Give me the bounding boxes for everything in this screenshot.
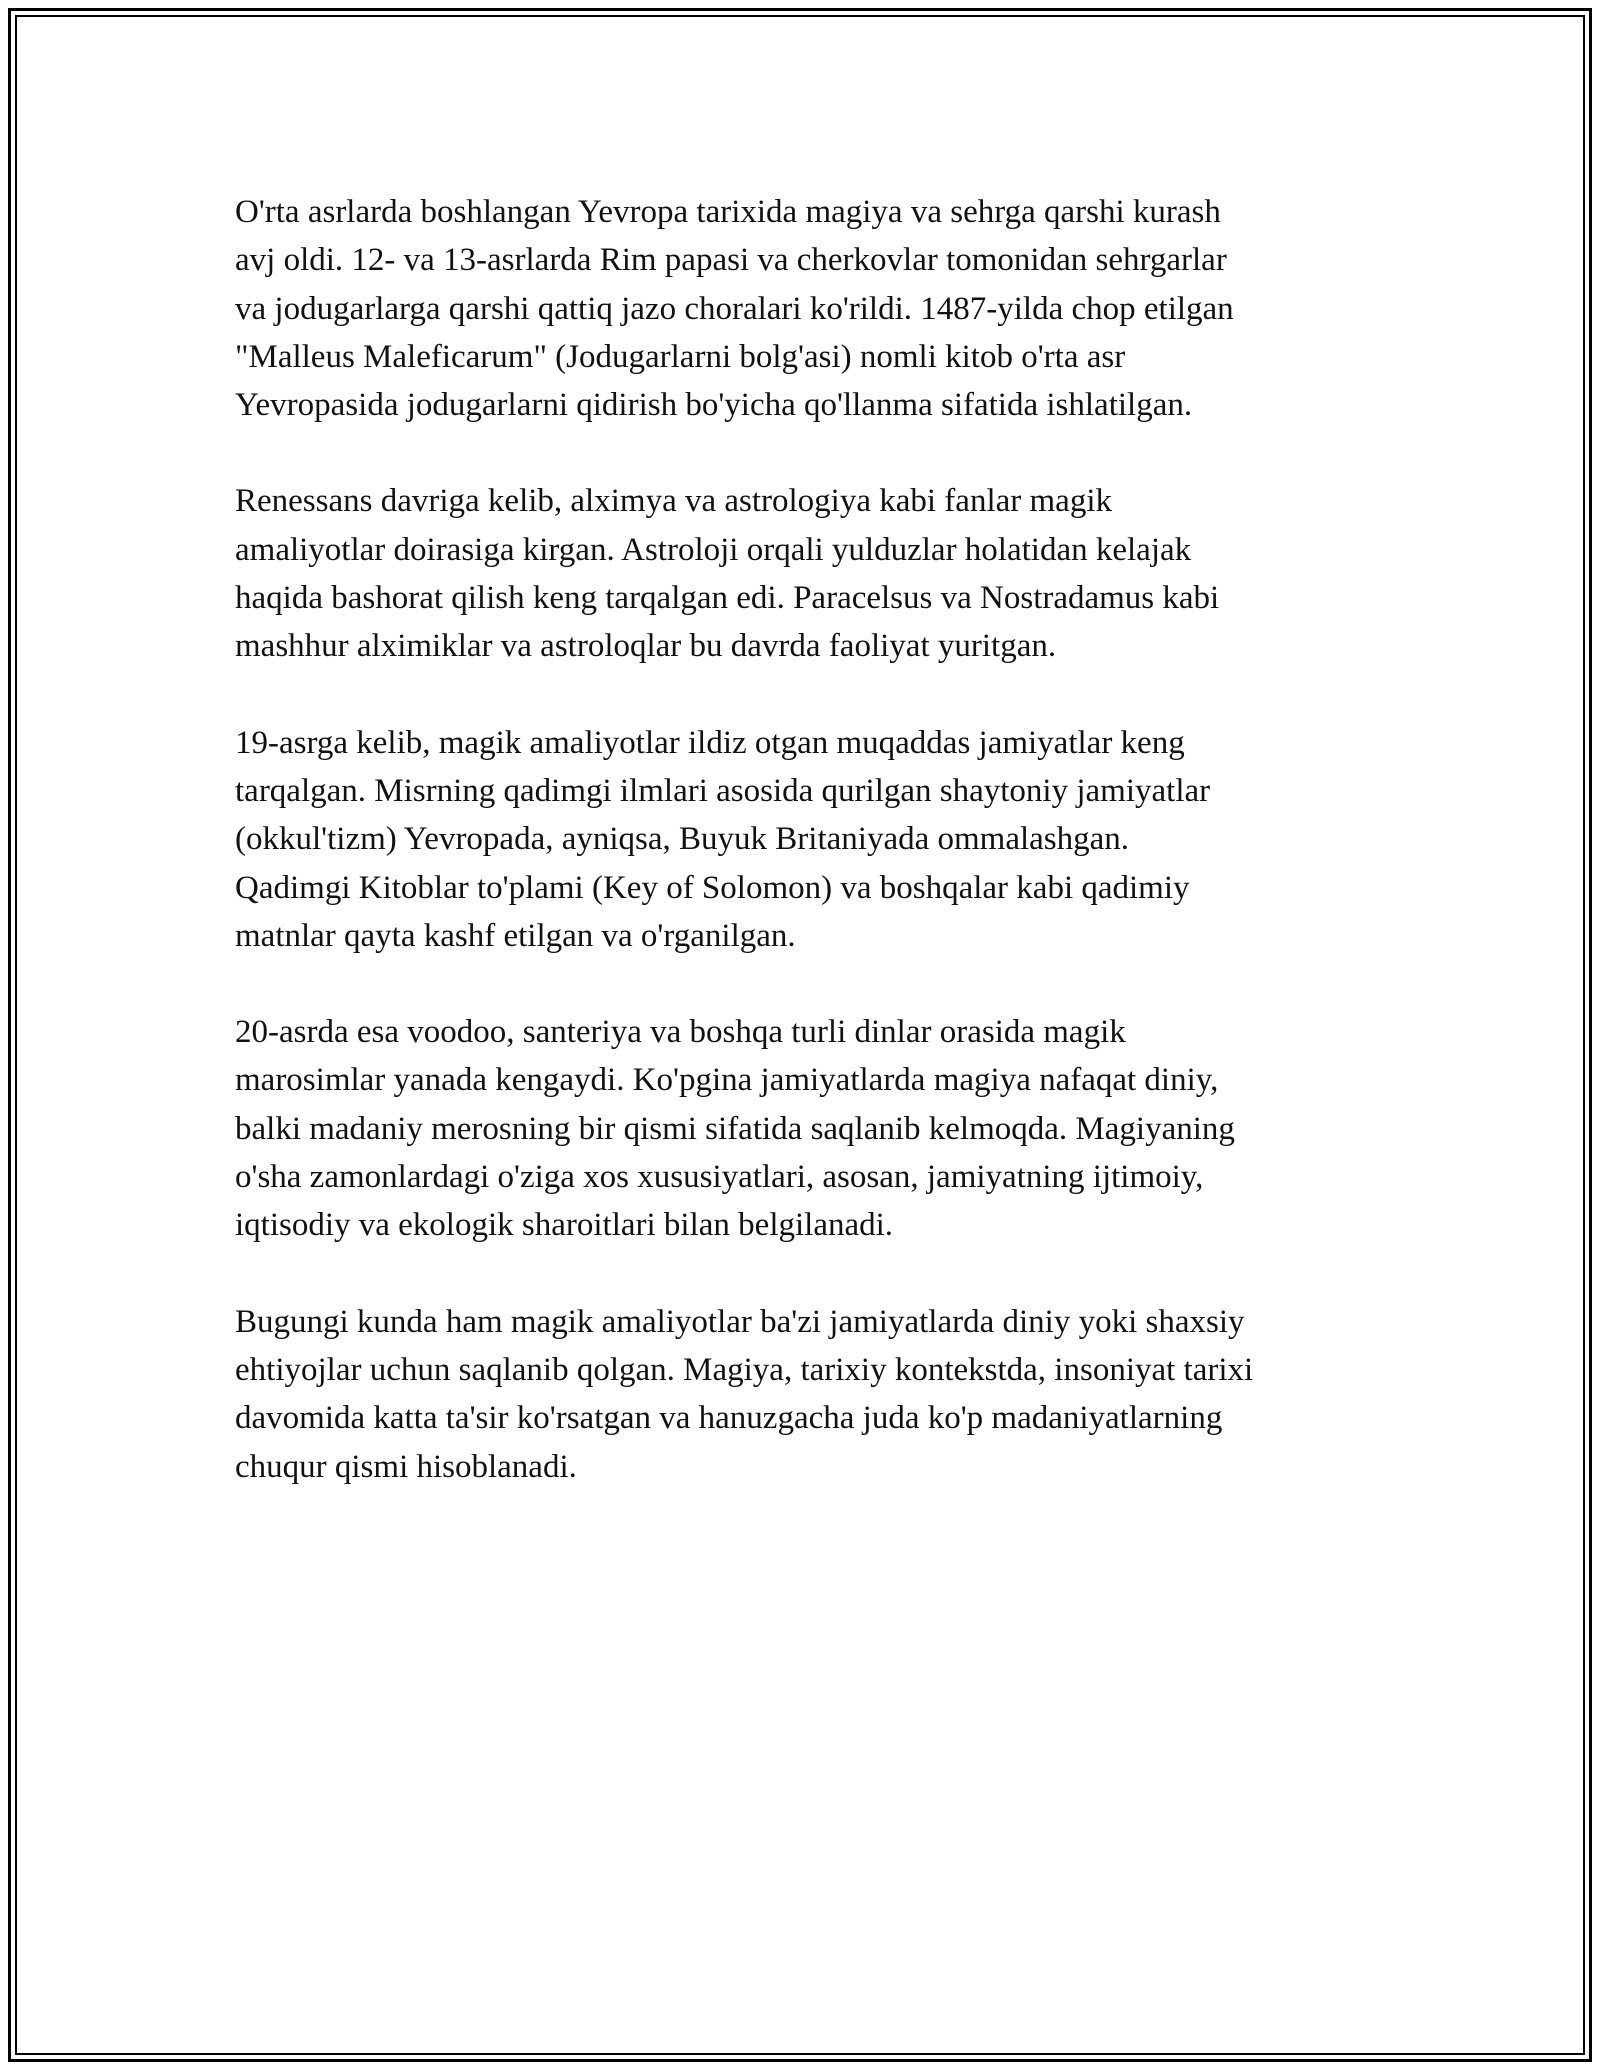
document-body <box>235 188 1385 1539</box>
paragraph-3: 19-asrga kelib, magik amaliyotlar ildiz otgan muqaddas jamiyatlar keng tarqalgan. Misrning qadimgi ilmlari asosida qurilgan shaytoniy jamiyatlar (okkul'tizm) Yevropada, ayniqsa, Buyuk Britaniyada ommalashgan. Qadimgi Kitoblar to'plami (Key of Solomon) va boshqalar kabi qadimiy matnlar qayta kashf etilgan va o'rganilgan. <box>235 724 1211 954</box>
paragraph-5: Bugungi kunda ham magik amaliyotlar ba'zi jamiyatlarda diniy yoki shaxsiy ehtiyojlar uchun saqlanib qolgan. Magiya, tarixiy kontekstda, insoniyat tarixi davomida katta ta'sir ko'rsatgan va hanuzgacha juda ko'p madaniyatlarning chuqur qismi hisoblanadi. <box>235 1303 1254 1485</box>
paragraph-1: O'rta asrlarda boshlangan Yevropa tarixida magiya va sehrga qarshi kurash avj oldi. 12- va 13-asrlarda Rim papasi va cherkovlar tomonidan sehrgarlar va jodugarlarga qarshi qattiq jazo choralari ko'rildi. 1487-yilda chop etilgan "Malleus Maleficarum" (Jodugarlarni bolg'asi) nomli kitob o'rta asr Yevropasida jodugarlarni qidirish bo'yicha qo'llanma sifatida ishlatilgan. <box>235 194 1234 424</box>
paragraph-2: Renessans davriga kelib, alximya va astrologiya kabi fanlar magik amaliyotlar doirasiga kirgan. Astroloji orqali yulduzlar holatidan kelajak haqida bashorat qilish keng tarqalgan edi. Paracelsus va Nostradamus kabi mashhur alximiklar va astroloqlar bu davrda faoliyat yuritgan. <box>235 483 1220 665</box>
paragraph-4: 20-asrda esa voodoo, santeriya va boshqa turli dinlar orasida magik marosimlar yanada kengaydi. Ko'pgina jamiyatlarda magiya nafaqat diniy, balki madaniy merosning bir qismi sifatida saqlanib kelmoqda. Magiyaning o'sha zamonlardagi o'ziga xos xususiyatlari, asosan, jamiyatning ijtimoiy, iqtisodiy va ekologik sharoitlari bilan belgilanadi. <box>235 1014 1235 1244</box>
